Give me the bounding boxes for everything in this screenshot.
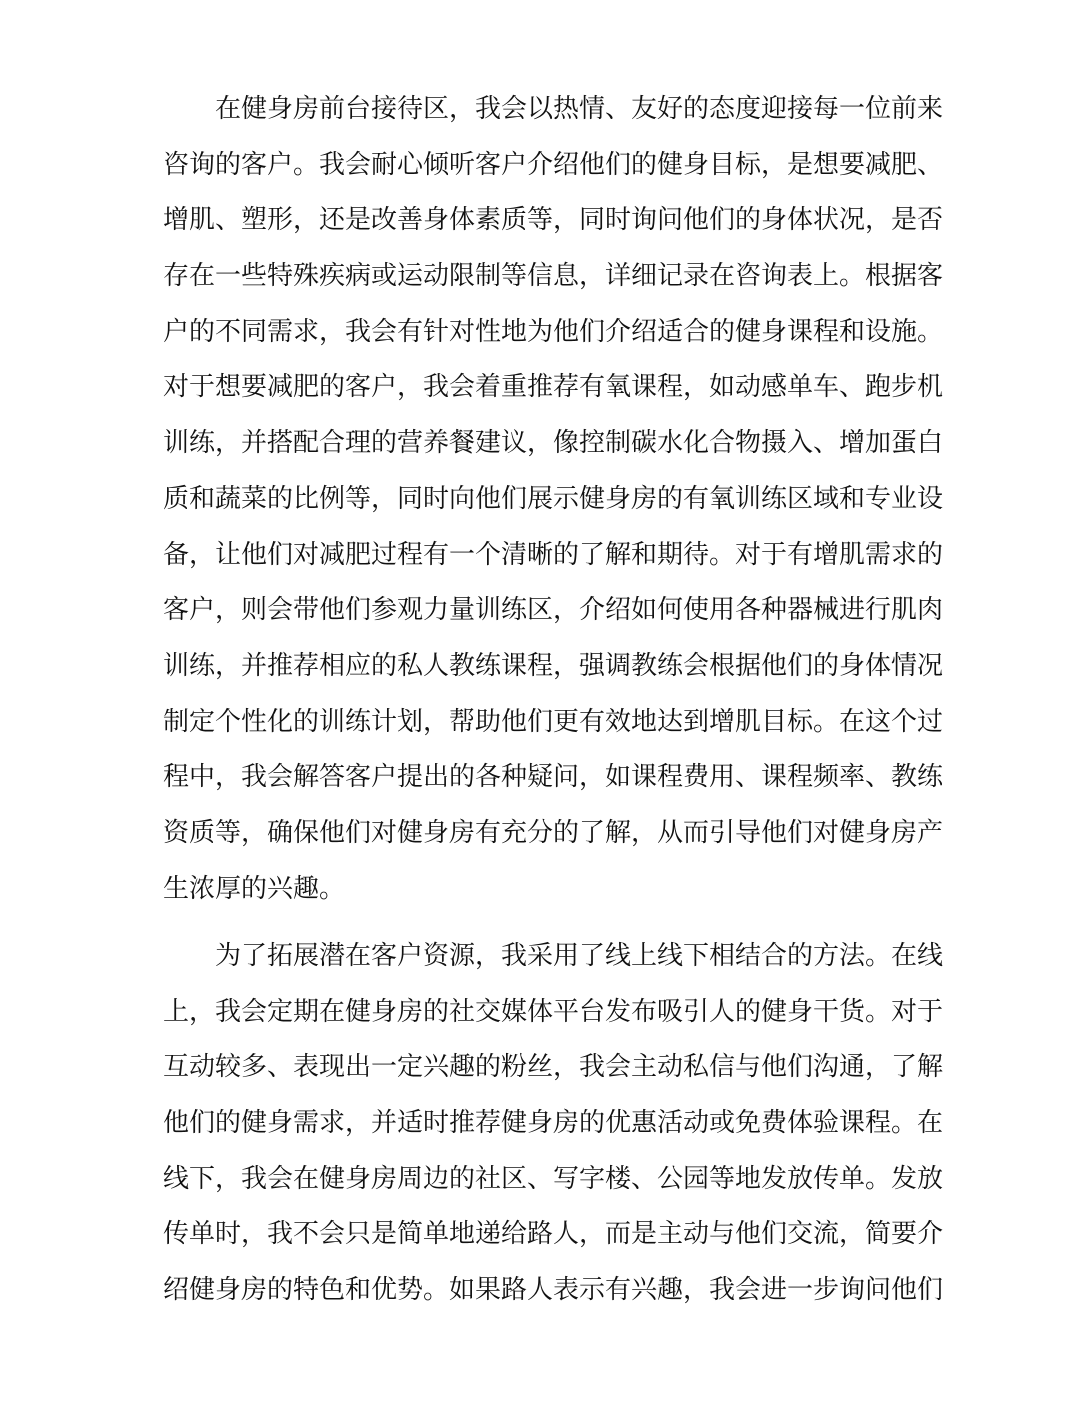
text-line: 传单时，我不会只是简单地递给路人，而是主动与他们交流，简要介 <box>163 1219 944 1250</box>
text-line: 客户，则会带他们参观力量训练区，介绍如何使用各种器械进行肌肉 <box>163 595 944 626</box>
text-line: 生浓厚的兴趣。 <box>163 873 346 904</box>
text-line: 在健身房前台接待区，我会以热情、友好的态度迎接每一位前来 <box>215 94 944 124</box>
text-line: 质和蔬菜的比例等，同时向他们展示健身房的有氧训练区域和专业设 <box>163 483 944 514</box>
text-line: 资质等，确保他们对健身房有充分的了解，从而引导他们对健身房产 <box>163 817 944 848</box>
paragraph-customer-outreach <box>163 929 944 1319</box>
text-line: 程中，我会解答客户提出的各种疑问，如课程费用、课程频率、教练 <box>163 762 944 793</box>
text-line: 为了拓展潜在客户资源，我采用了线上线下相结合的方法。在线 <box>215 941 944 971</box>
text-line: 增肌、塑形，还是改善身体素质等，同时询问他们的身体状况，是否 <box>163 205 944 236</box>
text-line: 他们的健身需求，并适时推荐健身房的优惠活动或免费体验课程。在 <box>163 1108 944 1139</box>
text-line: 互动较多、表现出一定兴趣的粉丝，我会主动私信与他们沟通，了解 <box>163 1052 944 1083</box>
paragraph-front-desk-reception <box>163 82 944 917</box>
text-line: 绍健身房的特色和优势。如果路人表示有兴趣，我会进一步询问他们 <box>163 1275 944 1306</box>
text-line: 咨询的客户。我会耐心倾听客户介绍他们的健身目标，是想要减肥、 <box>163 149 944 180</box>
text-line: 存在一些特殊疾病或运动限制等信息，详细记录在咨询表上。根据客 <box>163 261 944 292</box>
text-line: 训练，并搭配合理的营养餐建议，像控制碳水化合物摄入、增加蛋白 <box>163 428 944 459</box>
text-line: 备，让他们对减肥过程有一个清晰的了解和期待。对于有增肌需求的 <box>163 539 944 570</box>
text-line: 上，我会定期在健身房的社交媒体平台发布吸引人的健身干货。对于 <box>163 996 944 1027</box>
text-line: 对于想要减肥的客户，我会着重推荐有氧课程，如动感单车、跑步机 <box>163 372 944 403</box>
text-line: 户的不同需求，我会有针对性地为他们介绍适合的健身课程和设施。 <box>163 316 944 347</box>
text-line: 训练，并推荐相应的私人教练课程，强调教练会根据他们的身体情况 <box>163 650 944 681</box>
text-line: 制定个性化的训练计划，帮助他们更有效地达到增肌目标。在这个过 <box>163 706 944 737</box>
text-line: 线下，我会在健身房周边的社区、写字楼、公园等地发放传单。发放 <box>163 1163 944 1194</box>
